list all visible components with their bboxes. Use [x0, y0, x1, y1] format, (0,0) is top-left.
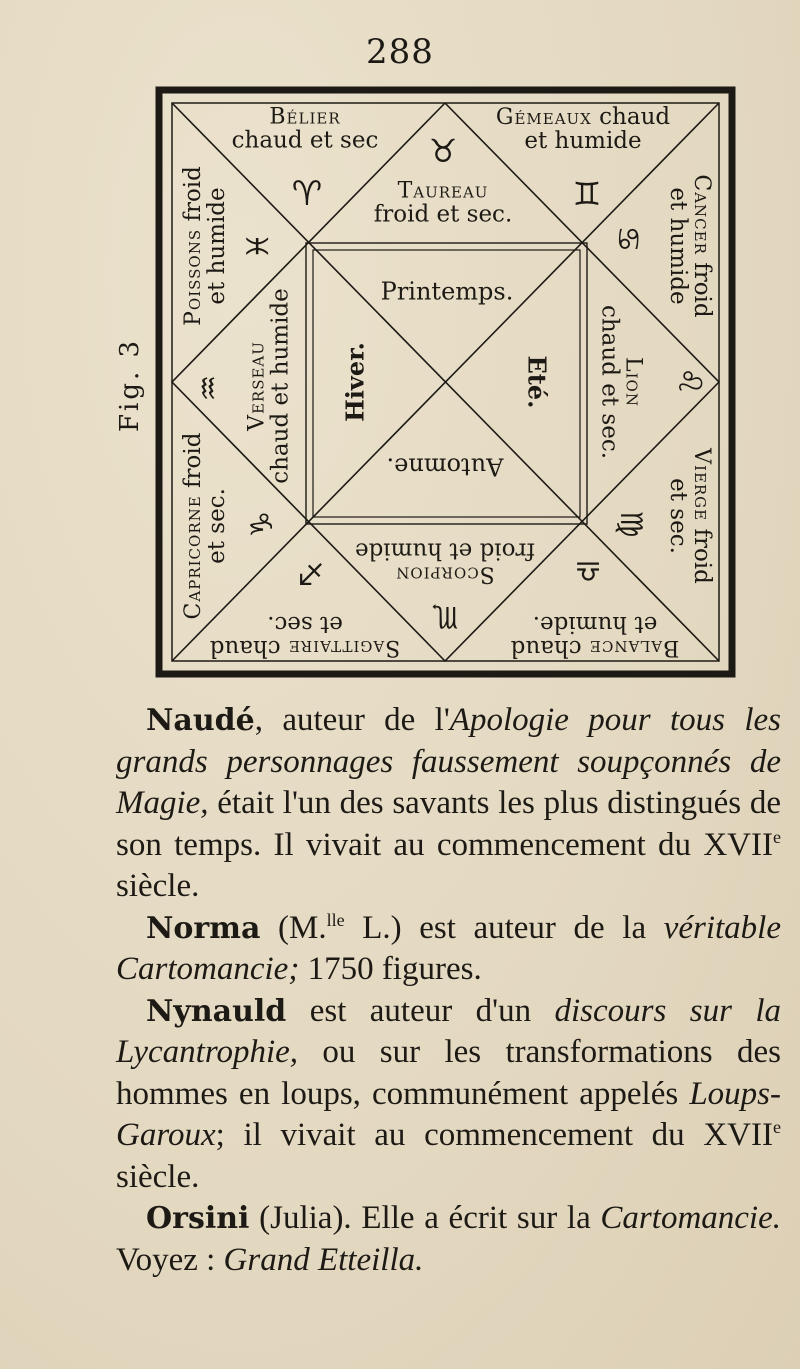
entry-orsini-name: Orsini: [146, 1201, 250, 1236]
poissons-label: [181, 166, 229, 326]
balance-desc-2: et humide.: [532, 611, 658, 637]
balance-name: Balance: [588, 635, 680, 661]
entry-nynauld-text-1: est auteur d'un: [286, 992, 555, 1029]
entry-nynauld-sup: e: [773, 1117, 781, 1137]
verseau-label: [245, 288, 292, 484]
entry-norma-title: véritable Cartomancie;: [116, 909, 781, 987]
vierge-line-1: [690, 448, 714, 584]
aquarius-icon: ♒: [192, 374, 227, 402]
sagittaire-name: Sagittaire: [287, 635, 401, 661]
gemini-icon: ♊: [572, 175, 602, 213]
poissons-line-1: [181, 166, 205, 326]
lion-name: Lion: [620, 357, 646, 407]
entry-naude-text-1: , auteur de l': [254, 702, 450, 738]
cancer-name: Cancer: [689, 174, 715, 255]
entry-nynauld-term: Loups-Garoux: [116, 1075, 781, 1153]
entry-norma-text-3: 1750 figures.: [299, 951, 482, 987]
entry-norma-name: Norma: [146, 910, 261, 946]
balance-line-1: [511, 636, 680, 660]
season-winter: Hiver.: [340, 342, 370, 422]
taureau-label: [374, 179, 513, 226]
cancer-desc-1: froid: [689, 262, 716, 318]
entry-naude-title: Apologie pour tous les grands personnages faussement soupçonnés de Magie,: [116, 702, 781, 821]
vierge-name: Vierge: [689, 448, 715, 522]
cancer-line-1: [690, 174, 714, 317]
belier-desc: chaud et sec: [231, 127, 379, 154]
sagittaire-line-1: [210, 636, 401, 660]
capricorn-icon: ♑: [245, 510, 280, 538]
cancer-desc-2: et humide: [665, 187, 691, 305]
sagittaire-label: [210, 612, 401, 660]
season-summer: Eté.: [522, 355, 552, 409]
entry-orsini-ref: Grand Etteilla.: [223, 1241, 424, 1278]
entry-nynauld-title: discours sur la Lycantrophie,: [116, 992, 781, 1070]
vierge-desc-2: et sec.: [665, 478, 691, 554]
zodiac-diagram-lines: [155, 86, 740, 680]
virgo-icon: ♍: [613, 510, 648, 538]
season-spring: Printemps.: [380, 277, 514, 306]
belier-label: [232, 105, 379, 152]
capricorne-desc-1: froid: [179, 432, 206, 488]
entry-norma-text-2: L.) est auteur de la: [344, 909, 664, 946]
poissons-desc-1: froid: [179, 166, 206, 222]
taureau-name: Taureau: [397, 178, 489, 204]
entry-naude-sup: e: [773, 826, 781, 847]
capricorne-desc-2: et sec.: [204, 488, 230, 564]
entry-norma-text-1: (M.: [260, 909, 327, 946]
pisces-icon: ♓: [241, 232, 276, 260]
lion-desc: chaud et sec.: [596, 304, 623, 460]
entry-naude: [116, 700, 781, 908]
taurus-icon: ♉: [428, 132, 458, 170]
leo-icon: ♌: [671, 366, 709, 396]
entry-nynauld-text-4: siècle.: [116, 1158, 200, 1195]
entry-naude-name: Naudé: [146, 703, 255, 738]
sagittaire-desc-2: et sec.: [267, 611, 343, 637]
body-text: [116, 700, 781, 1281]
entry-norma: [116, 908, 781, 991]
aries-icon: ♈: [291, 174, 323, 214]
gemeaux-label: [496, 105, 670, 153]
capricorne-label: [181, 433, 229, 620]
scorpion-name: Scorpion: [395, 561, 495, 587]
verseau-desc: chaud et humide: [267, 288, 294, 484]
gemeaux-name: Gémeaux: [495, 104, 592, 130]
gemeaux-line-1: [496, 105, 670, 129]
figure-label: Fig. 3: [115, 337, 145, 433]
entry-norma-sup: lle: [326, 909, 345, 930]
vierge-label: [666, 448, 714, 584]
cancer-icon: ♋: [610, 225, 645, 253]
page-number: 288: [366, 32, 434, 72]
balance-desc-1: chaud: [510, 635, 582, 662]
entry-orsini-text-1: (Julia). Elle a écrit sur la: [249, 1200, 601, 1236]
entry-naude-text-3: siècle.: [116, 868, 200, 904]
entry-nynauld-name: Nynauld: [146, 993, 287, 1029]
libra-icon: ♎: [574, 553, 602, 588]
entry-naude-text-2: était l'un des savants les plus distingués de son temps. Il vivait au commencement du XVII: [116, 785, 781, 863]
sagittarius-icon: ♐: [297, 555, 325, 590]
poissons-name: Poissons: [180, 228, 206, 326]
vierge-desc-1: froid: [689, 528, 716, 584]
belier-name: Bélier: [269, 104, 341, 130]
poissons-desc-2: et humide: [204, 187, 230, 305]
zodiac-diagram: [155, 86, 740, 680]
entry-orsini-text-2: Voyez :: [116, 1241, 224, 1278]
verseau-name: Verseau: [244, 341, 270, 431]
entry-orsini: [116, 1198, 781, 1281]
entry-nynauld-text-3: ; il vivait au commencement du XVII: [215, 1117, 773, 1153]
entry-nynauld: [116, 991, 781, 1199]
capricorne-name: Capricorne: [180, 495, 206, 620]
scorpio-icon: ♏: [431, 599, 459, 634]
balance-label: [511, 612, 680, 660]
sagittaire-desc-1: chaud: [209, 635, 281, 662]
scorpion-desc: froid et humide: [354, 537, 536, 564]
gemeaux-desc-2: et humide: [524, 128, 642, 154]
season-autumn: Automne.: [386, 452, 504, 481]
gemeaux-desc-1: chaud: [599, 103, 671, 130]
entry-orsini-title: Cartomancie.: [600, 1200, 781, 1236]
scorpion-label: [355, 538, 535, 585]
cancer-label: [666, 174, 714, 317]
lion-label: [597, 305, 644, 459]
capricorne-line-1: [181, 433, 205, 620]
taureau-desc: froid et sec.: [373, 201, 513, 228]
entry-nynauld-text-2: ou sur les transformations des hommes en loups, communément appelés: [116, 1034, 781, 1112]
